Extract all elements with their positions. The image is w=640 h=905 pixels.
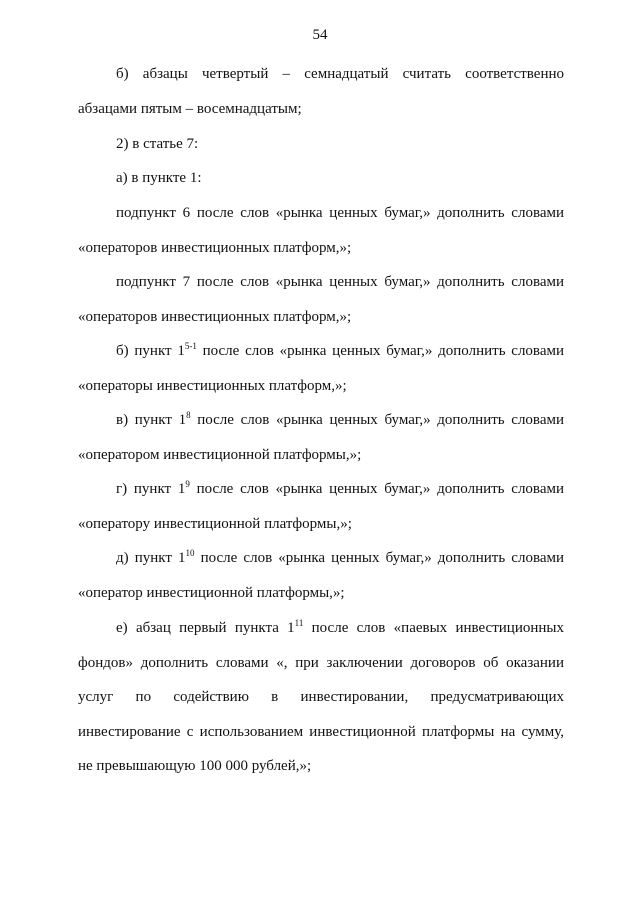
paragraph-line-6: «операторов инвестиционных платформ,»;	[78, 240, 352, 256]
item-v-label: в) пункт 1	[116, 412, 187, 428]
item-e-superscript: 11	[294, 618, 304, 628]
item-v-superscript: 8	[186, 410, 191, 420]
item-g-superscript: 9	[185, 479, 190, 489]
paragraph-line-13	[116, 479, 564, 500]
paragraph-line-4: а) в пункте 1:	[116, 170, 202, 186]
paragraph-line-15	[116, 548, 564, 569]
paragraph-line-11	[116, 410, 564, 431]
paragraph-line-16: «оператор инвестиционной платформы,»;	[78, 585, 345, 601]
paragraph-line-12: «оператором инвестиционной платформы,»;	[78, 447, 362, 463]
paragraph-line-19: услуг по содействию в инвестировании, предусматривающих	[78, 689, 564, 705]
paragraph-line-21: не превышающую 100 000 рублей,»;	[78, 758, 312, 774]
item-v-text: после слов «рынка ценных бумаг,» дополнить словами	[190, 412, 564, 428]
paragraph-line-17	[116, 618, 564, 639]
item-e-text: после слов «паевых инвестиционных	[303, 620, 564, 636]
paragraph-line-8: «операторов инвестиционных платформ,»;	[78, 309, 352, 325]
item-b-text: после слов «рынка ценных бумаг,» дополнить словами	[196, 343, 564, 359]
paragraph-line-18: фондов» дополнить словами «, при заключении договоров об оказании	[78, 655, 564, 671]
paragraph-line-10: «операторы инвестиционных платформ,»;	[78, 378, 347, 394]
paragraph-line-1: б) абзацы четвертый – семнадцатый считать соответственно	[116, 66, 564, 82]
paragraph-line-2: абзацами пятым – восемнадцатым;	[78, 101, 302, 117]
item-g-label: г) пункт 1	[116, 481, 186, 497]
item-b-superscript: 5-1	[184, 341, 197, 351]
paragraph-line-14: «оператору инвестиционной платформы,»;	[78, 516, 352, 532]
paragraph-line-7: подпункт 7 после слов «рынка ценных бумаг,» дополнить словами	[116, 274, 564, 290]
item-g-text: после слов «рынка ценных бумаг,» дополнить словами	[189, 481, 564, 497]
paragraph-line-20: инвестирование с использованием инвестиционной платформы на сумму,	[78, 724, 564, 740]
paragraph-line-9	[116, 341, 564, 362]
item-d-text: после слов «рынка ценных бумаг,» дополнить словами	[194, 550, 565, 566]
paragraph-line-5: подпункт 6 после слов «рынка ценных бумаг,» дополнить словами	[116, 205, 564, 221]
item-d-superscript: 10	[185, 548, 195, 558]
page-number: 54	[312, 27, 328, 43]
item-b-label: б) пункт 1	[116, 343, 185, 359]
item-d-label: д) пункт 1	[116, 550, 186, 566]
paragraph-line-3: 2) в статье 7:	[116, 136, 199, 152]
item-e-label: е) абзац первый пункта 1	[116, 620, 295, 636]
